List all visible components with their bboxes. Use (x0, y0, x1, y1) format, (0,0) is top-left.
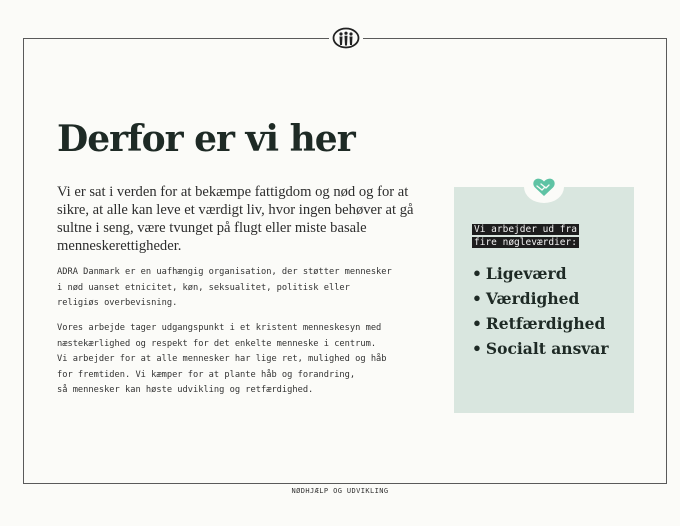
lead-paragraph: Vi er sat i verden for at bekæmpe fattigdom og nød og for at sikre, at alle kan leve et værdigt liv, hvor ingen behøver at gå sultne i seng, være tvunget på flugt eller miste basale menneskerettigheder. (57, 184, 414, 254)
heart-badge (524, 171, 564, 203)
value-item: • Værdighed (472, 289, 580, 308)
footer-label: NØDHJÆLP OG UDVIKLING (286, 487, 395, 495)
body-paragraph-2: Vores arbejde tager udgangspunkt i et kristent menneskesyn med næstekærlighed og respekt for det enkelte menneske i centrum. Vi arbejder for at alle mennesker har lige ret, mulighed og håb for fremtiden. Vi kæmper for at plante håb og forandring, så mennesker kan høste udvikling og retfærdighed. (57, 323, 387, 395)
adra-logo-icon (329, 26, 363, 50)
values-list (472, 263, 609, 363)
values-label-line-1: Vi arbejder ud fra (474, 224, 577, 235)
footer (0, 478, 680, 497)
body-paragraph-1: ADRA Danmark er en uafhængig organisation, der støtter mennesker i nød uanset etnicitet, køn, seksualitet, politisk eller religiøs overbevisning. (57, 267, 392, 308)
value-item: • Retfærdighed (472, 314, 606, 333)
value-item: • Ligeværd (472, 264, 567, 283)
values-label (472, 223, 579, 249)
value-item: • Socialt ansvar (472, 339, 609, 358)
heart-hands-icon (532, 176, 556, 198)
values-label-line-2: fire nøgleværdier: (474, 237, 577, 248)
page-title: Derfor er vi her (57, 118, 355, 160)
